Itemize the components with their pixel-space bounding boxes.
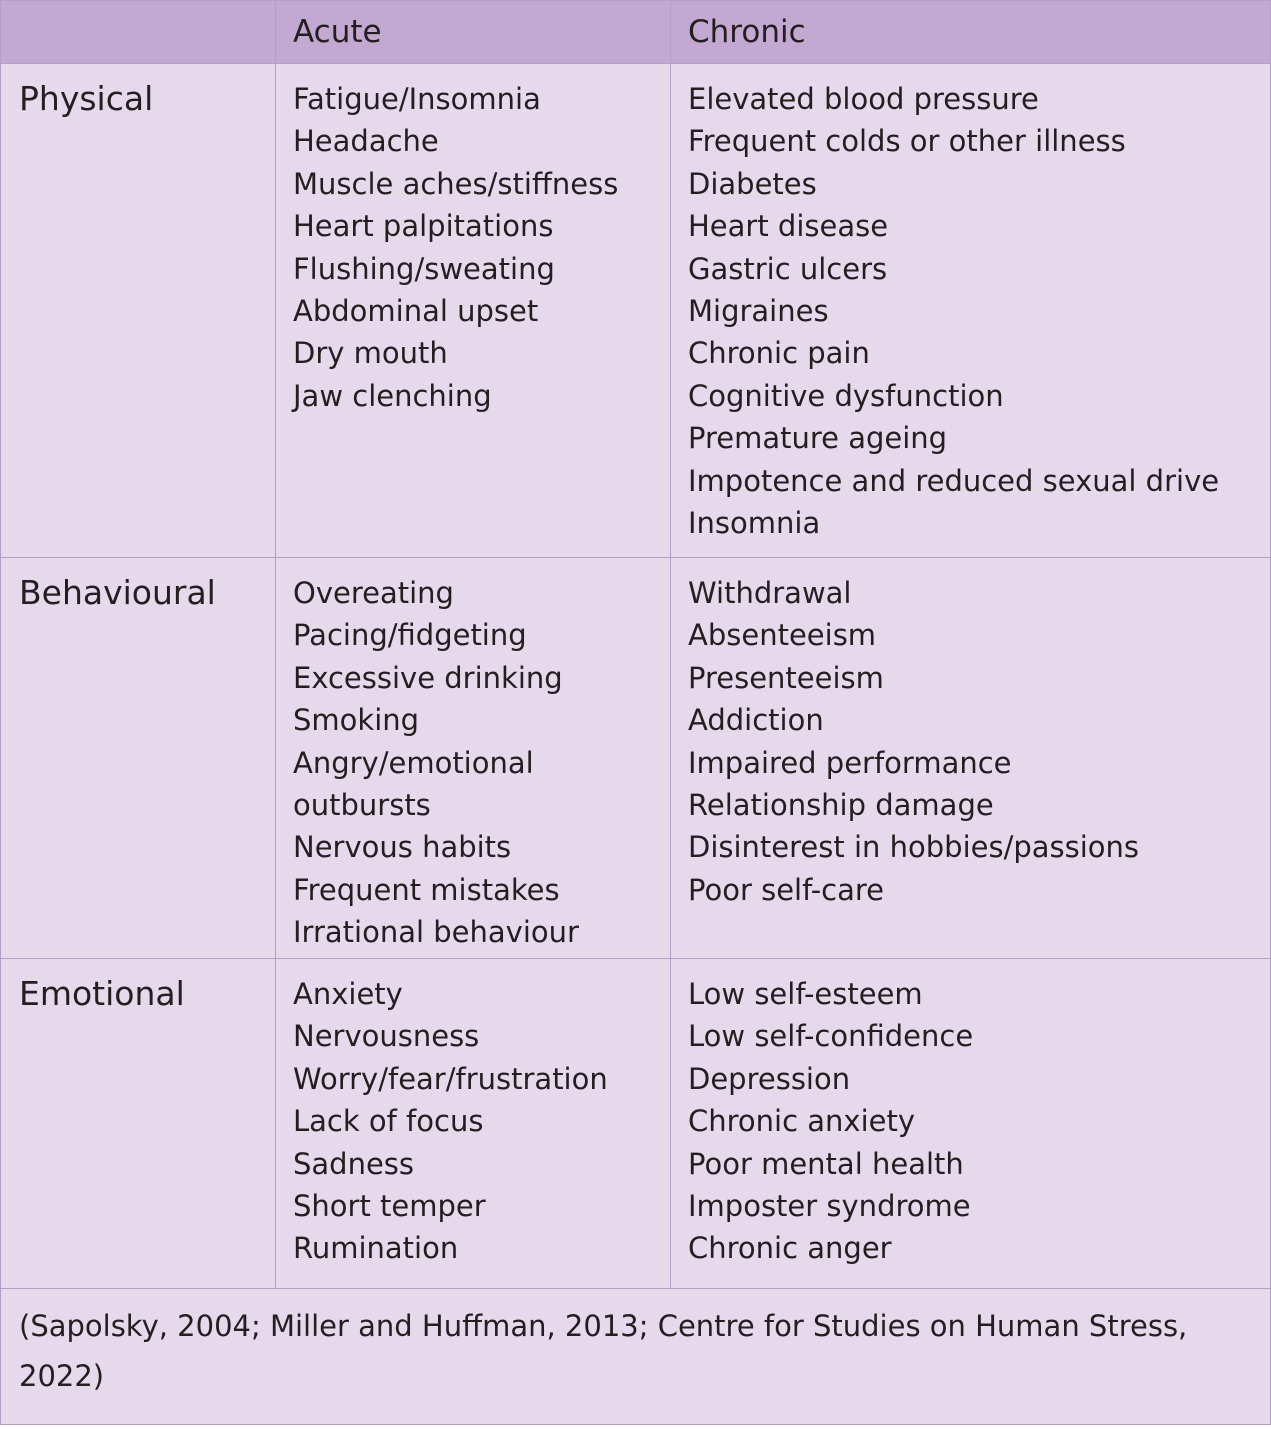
list-item: Heart palpitations (293, 209, 554, 244)
emotional-acute-cell (276, 959, 671, 1289)
list-item: Short temper (293, 1189, 486, 1224)
list-item: Gastric ulcers (688, 251, 888, 286)
list-item: Chronic pain (688, 336, 870, 371)
list-item: Impaired performance (688, 745, 1012, 780)
header-row (1, 1, 1271, 64)
row-emotional (1, 959, 1271, 1289)
list-item: Pacing/fidgeting (293, 618, 527, 653)
behavioural-acute-cell (276, 558, 671, 959)
category-behavioural: Behavioural (1, 558, 276, 959)
emotional-chronic-cell (671, 959, 1271, 1289)
row-physical (1, 64, 1271, 558)
list-item: Sadness (293, 1146, 415, 1181)
list-item: Presenteeism (688, 660, 884, 695)
list-item: Low self-esteem (688, 977, 923, 1011)
behavioural-chronic-list (688, 572, 1262, 911)
row-source (1, 1289, 1271, 1425)
list-item: Withdrawal (688, 576, 852, 610)
list-item: Worry/fear/frustration (293, 1061, 608, 1096)
list-item: Depression (688, 1061, 851, 1096)
list-item: Muscle aches/stiffness (293, 166, 619, 201)
list-item: Diabetes (688, 166, 817, 201)
emotional-chronic-list (688, 973, 1262, 1270)
list-item: Dry mouth (293, 336, 448, 371)
list-item: Premature ageing (688, 421, 948, 456)
list-item: Impotence and reduced sexual drive (688, 463, 1220, 498)
list-item: Frequent colds or other illness (688, 124, 1126, 159)
header-chronic: Chronic (671, 1, 1271, 64)
list-item: Flushing/sweating (293, 251, 555, 286)
physical-acute-cell (276, 64, 671, 558)
list-item: Smoking (293, 703, 420, 738)
list-item: Addiction (688, 703, 824, 738)
category-emotional: Emotional (1, 959, 276, 1289)
list-item: Low self-confidence (688, 1019, 974, 1054)
list-item: Angry/emotional outbursts (293, 745, 534, 823)
header-acute: Acute (276, 1, 671, 64)
list-item: Nervousness (293, 1019, 480, 1054)
header-category (1, 1, 276, 64)
physical-chronic-list (688, 78, 1262, 544)
list-item: Irrational behaviour (293, 915, 579, 950)
list-item: Jaw clenching (293, 378, 492, 413)
list-item: Overeating (293, 576, 454, 610)
list-item: Insomnia (688, 506, 821, 541)
list-item: Poor mental health (688, 1146, 964, 1181)
list-item: Relationship damage (688, 788, 994, 823)
list-item: Chronic anger (688, 1231, 892, 1266)
list-item: Imposter syndrome (688, 1189, 971, 1224)
list-item: Chronic anxiety (688, 1104, 916, 1139)
emotional-acute-list (293, 973, 662, 1270)
list-item: Anxiety (293, 977, 403, 1011)
row-behavioural (1, 558, 1271, 959)
list-item: Disinterest in hobbies/passions (688, 830, 1140, 865)
list-item: Lack of focus (293, 1104, 484, 1139)
list-item: Elevated blood pressure (688, 82, 1039, 116)
list-item: Cognitive dysfunction (688, 378, 1004, 413)
list-item: Abdominal upset (293, 294, 539, 329)
behavioural-chronic-cell (671, 558, 1271, 959)
list-item: Frequent mistakes (293, 872, 560, 907)
list-item: Fatigue/Insomnia (293, 82, 541, 116)
list-item: Nervous habits (293, 830, 512, 865)
source-citation: (Sapolsky, 2004; Miller and Huffman, 2013; Centre for Studies on Human Stress, 2022) (1, 1289, 1271, 1425)
physical-chronic-cell (671, 64, 1271, 558)
behavioural-acute-list (293, 572, 662, 954)
list-item: Migraines (688, 294, 829, 329)
physical-acute-list (293, 78, 662, 417)
list-item: Heart disease (688, 209, 889, 244)
list-item: Poor self-care (688, 872, 885, 907)
list-item: Excessive drinking (293, 660, 563, 695)
category-physical: Physical (1, 64, 276, 558)
list-item: Absenteeism (688, 618, 877, 653)
list-item: Headache (293, 124, 439, 159)
list-item: Rumination (293, 1231, 459, 1266)
